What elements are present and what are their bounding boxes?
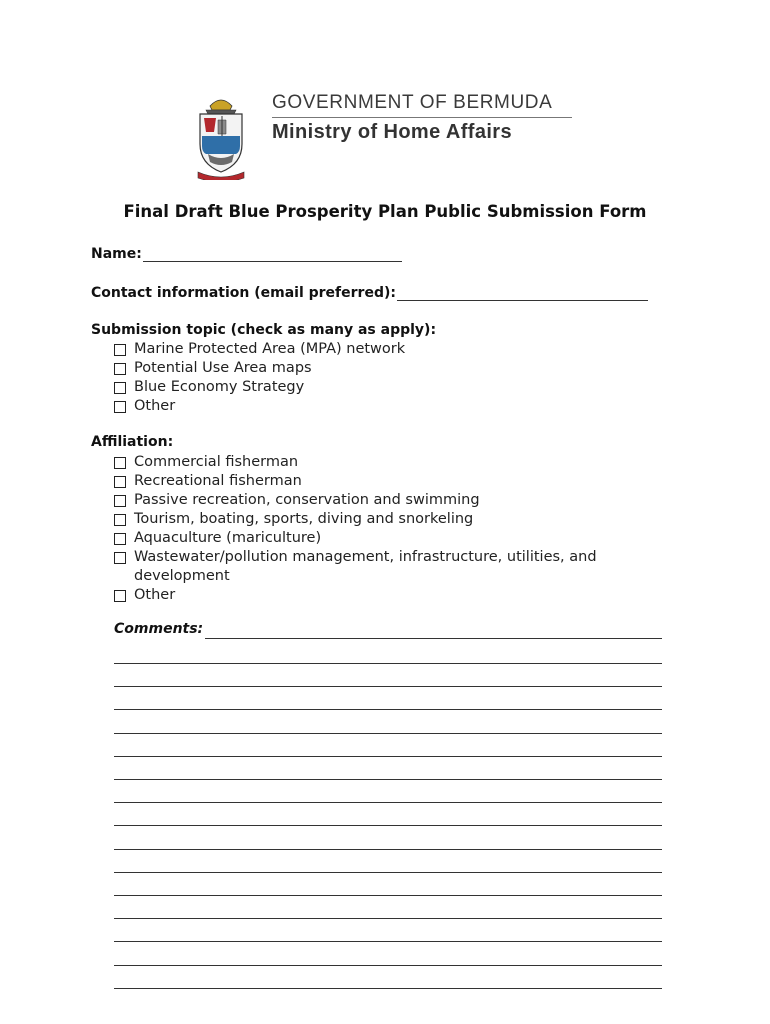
form-title: Final Draft Blue Prosperity Plan Public Submission Form (123, 202, 647, 221)
comment-line[interactable] (114, 802, 662, 803)
topic-option-label: Potential Use Area maps (134, 360, 312, 376)
affiliation-option-aquaculture[interactable] (114, 529, 321, 548)
affiliation-option-label: Commercial fisherman (134, 454, 299, 470)
checkbox[interactable] (114, 533, 126, 545)
topic-option-label: Blue Economy Strategy (134, 379, 305, 395)
affiliation-option-label: Aquaculture (mariculture) (134, 530, 322, 546)
comment-line[interactable] (114, 663, 662, 664)
comment-line[interactable] (114, 988, 662, 989)
contact-label: Contact information (email preferred): (91, 285, 396, 301)
checkbox[interactable] (114, 344, 126, 356)
affiliation-option-label: Tourism, boating, sports, diving and snorkeling (134, 511, 474, 527)
affiliation-option-passive[interactable] (114, 491, 480, 510)
checkbox[interactable] (114, 476, 126, 488)
government-name: GOVERNMENT OF BERMUDA (272, 92, 553, 113)
contact-input-line[interactable] (397, 286, 648, 301)
letterhead-divider (272, 117, 572, 118)
affiliation-option-recreational[interactable] (114, 472, 302, 491)
topic-option-blue-economy[interactable] (114, 378, 304, 397)
topic-option-label: Marine Protected Area (MPA) network (134, 341, 406, 357)
checkbox[interactable] (114, 363, 126, 375)
topic-option-label: Other (134, 398, 176, 414)
comment-line[interactable] (114, 965, 662, 966)
checkbox[interactable] (114, 495, 126, 507)
comment-line[interactable] (114, 825, 662, 826)
topic-option-other[interactable] (114, 397, 175, 416)
name-input-line[interactable] (143, 247, 402, 262)
affiliation-option-wastewater[interactable] (114, 548, 634, 586)
comment-line[interactable] (114, 686, 662, 687)
letterhead (190, 90, 590, 182)
affiliation-option-other[interactable] (114, 586, 175, 605)
comment-line[interactable] (205, 638, 662, 639)
comment-line[interactable] (114, 779, 662, 780)
affiliation-option-label: Other (134, 587, 176, 603)
checkbox[interactable] (114, 457, 126, 469)
affiliation-option-commercial[interactable] (114, 453, 298, 472)
affiliation-label: Affiliation: (91, 434, 174, 450)
checkbox[interactable] (114, 552, 126, 564)
comment-line[interactable] (114, 895, 662, 896)
affiliation-option-label: Passive recreation, conservation and swimming (134, 492, 480, 508)
checkbox[interactable] (114, 401, 126, 413)
name-field[interactable] (91, 246, 402, 262)
comment-line[interactable] (114, 872, 662, 873)
comment-line[interactable] (114, 849, 662, 850)
comment-line[interactable] (114, 733, 662, 734)
ministry-name: Ministry of Home Affairs (272, 121, 513, 143)
affiliation-option-label: Wastewater/pollution management, infrastructure, utilities, and development (134, 549, 597, 584)
topic-option-mpa[interactable] (114, 340, 405, 359)
comment-line[interactable] (114, 918, 662, 919)
checkbox[interactable] (114, 590, 126, 602)
checkbox[interactable] (114, 514, 126, 526)
name-label: Name: (91, 246, 142, 262)
bermuda-coat-of-arms-icon (192, 92, 250, 180)
checkbox[interactable] (114, 382, 126, 394)
comment-line[interactable] (114, 756, 662, 757)
contact-field[interactable] (91, 285, 648, 301)
affiliation-option-label: Recreational fisherman (134, 473, 302, 489)
comment-line[interactable] (114, 941, 662, 942)
topic-option-use-area[interactable] (114, 359, 312, 378)
comment-line[interactable] (114, 709, 662, 710)
topic-label: Submission topic (check as many as apply): (91, 322, 437, 338)
affiliation-option-tourism[interactable] (114, 510, 473, 529)
comments-label: Comments: (114, 621, 204, 637)
